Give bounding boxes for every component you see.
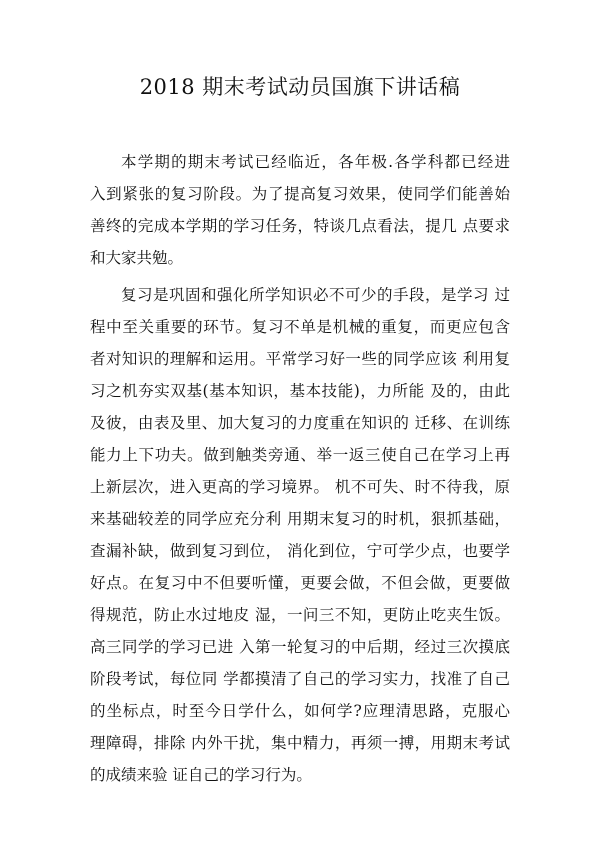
text-line: 查漏补缺，做到复习到位， 消化到位，宁可学少点，也要学	[90, 542, 510, 560]
paragraph-review	[90, 279, 510, 791]
text-line: 理障碍，排除 内外干扰，集中精力，再须一搏，用期末考试	[90, 734, 510, 752]
text-line: 善终的完成本学期的学习任务，特谈几点看法，提几 点要求	[90, 217, 510, 235]
text-line: 好点。在复习中不但要听懂，更要会做，不但会做，更要做	[90, 574, 510, 592]
text-line: 本学期的期末考试已经临近，各年极.各学科都已经进	[121, 153, 510, 171]
text-line: 入到紧张的复习阶段。为了提高复习效果，使同学们能善始	[90, 185, 510, 203]
paragraph-intro	[90, 146, 510, 274]
document-body	[90, 146, 510, 791]
text-line: 得规范，防止水过地皮 湿，一问三不知，更防止吃夹生饭。	[90, 606, 510, 624]
text-line: 高三同学的学习已进 入第一轮复习的中后期，经过三次摸底	[90, 638, 510, 656]
text-line: 来基础较差的同学应充分利 用期末复习的时机，狠抓基础，	[90, 510, 510, 528]
text-line: 阶段考试，每位同 学都摸清了自己的学习实力，找准了自己	[90, 670, 510, 688]
text-line: 程中至关重要的环节。复习不单是机械的重复，而更应包含	[90, 318, 510, 336]
text-line: 者对知识的理解和运用。平常学习好一些的同学应该 利用复	[90, 350, 510, 368]
text-line: 的成绩来验 证自己的学习行为。	[90, 766, 312, 784]
text-line: 复习是巩固和强化所学知识必不可少的手段，是学习 过	[121, 286, 510, 304]
text-line: 能力上下功夫。做到触类旁通、举一返三使自己在学习上再	[90, 446, 510, 464]
text-line: 上新层次，进入更高的学习境界。 机不可失、时不待我，原	[90, 478, 510, 496]
text-line: 及彼，由表及里、加大复习的力度重在知识的 迁移、在训练	[90, 414, 510, 432]
text-line: 的坐标点，时至今日学什么，如何学?应理清思路，克服心	[90, 702, 510, 720]
document-title: 2018 期末考试动员国旗下讲话稿	[139, 75, 461, 99]
text-line: 和大家共勉。	[90, 249, 184, 267]
text-line: 习之机夯实双基(基本知识，基本技能)，力所能 及的，由此	[90, 382, 510, 400]
